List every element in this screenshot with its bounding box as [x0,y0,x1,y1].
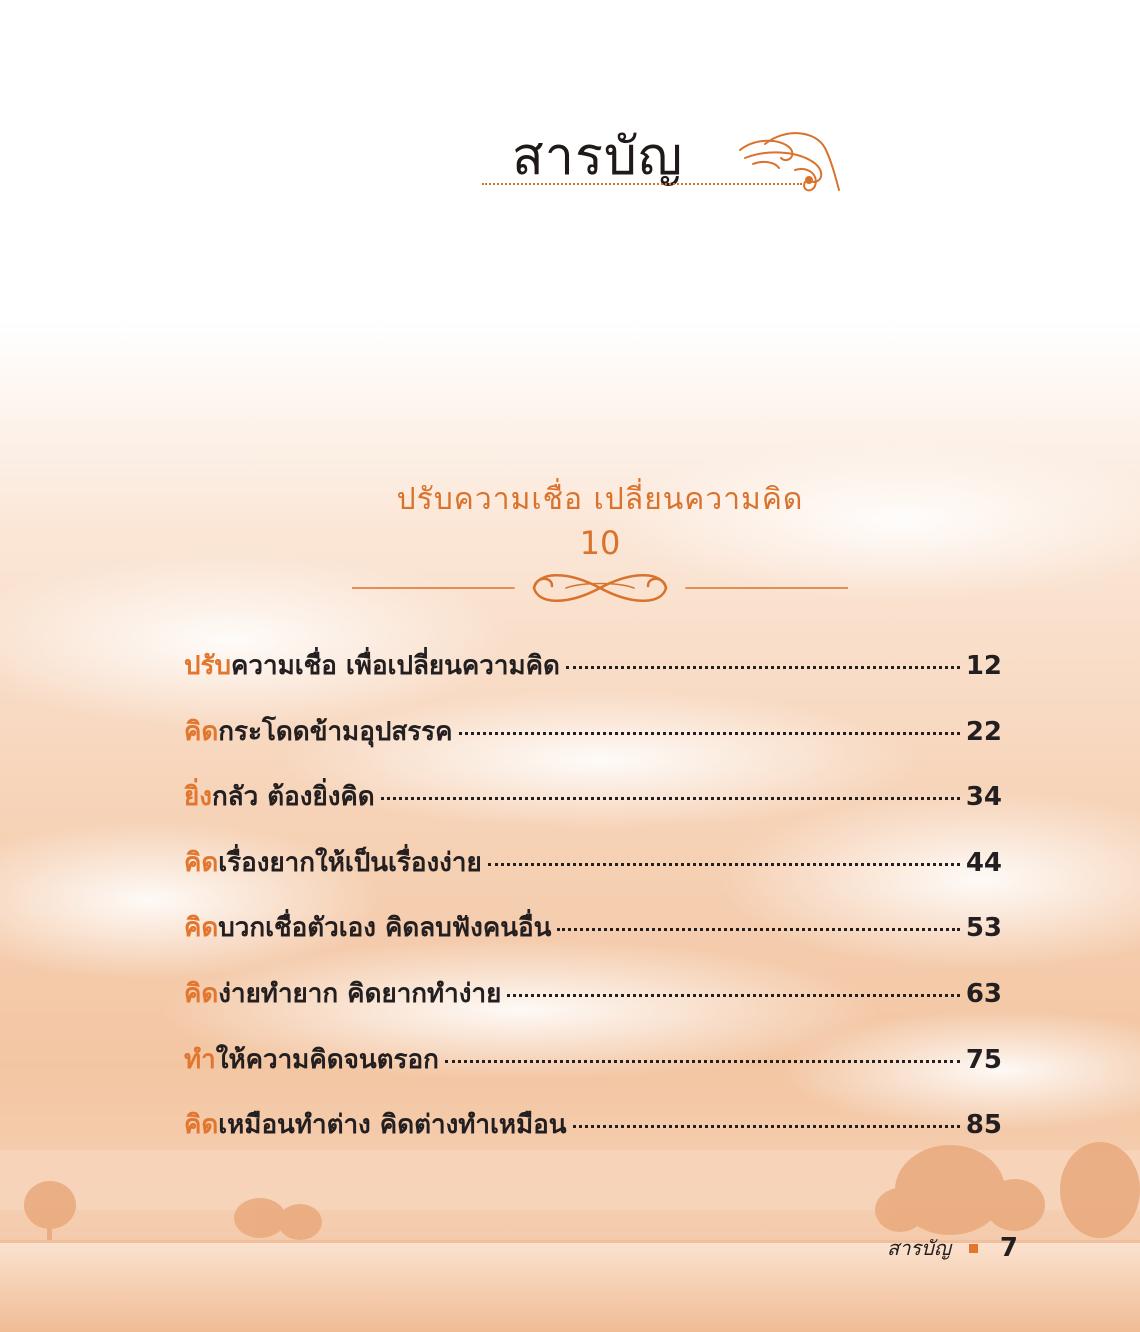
toc-entry-page: 63 [965,978,1002,1009]
toc-entry-page: 44 [965,847,1002,878]
dot-leader [381,797,960,800]
toc-entry-accent-word: คิด [184,913,219,944]
toc-entry-page: 12 [965,651,1002,681]
toc-entry-title: กลัว ต้องยิ่งคิด [211,782,375,813]
toc-entry-accent-word: คิด [184,978,219,1009]
dot-leader [566,666,960,669]
toc-entry[interactable] [184,776,1002,842]
footer-section-label: สารบัญ [886,1236,951,1260]
section-title: ปรับความเชื่อ เปลี่ยนความคิด [396,482,804,517]
dot-leader [445,1060,960,1063]
dot-leader [488,863,960,866]
section-page-number: 10 [579,524,621,562]
toc-entry-title: ความเชื่อ เพื่อเปลี่ยนความคิด [230,651,560,681]
toc-entry-accent-word: ปรับ [184,651,231,681]
dot-leader [573,1125,960,1128]
table-of-contents [184,645,1002,1170]
scroll-divider-icon [352,566,848,614]
toc-entry-title: ให้ความคิดจนตรอก [215,1044,439,1075]
toc-entry-title: เรื่องยากให้เป็นเรื่องง่าย [218,847,482,878]
swirl-flourish-icon [735,120,845,200]
dot-leader [459,732,960,735]
toc-entry-title: เหมือนทำต่าง คิดต่างทำเหมือน [218,1110,567,1141]
page-footer [887,1232,1018,1264]
toc-entry-page: 85 [965,1110,1002,1141]
toc-entry-page: 22 [965,716,1002,747]
dot-leader [557,928,959,931]
toc-entry-title: กระโดดข้ามอุปสรรค [218,716,453,747]
toc-entry[interactable] [184,842,1002,908]
toc-entry-accent-word: ยิ่ง [184,782,212,813]
dot-leader [507,994,960,997]
toc-entry-accent-word: คิด [184,847,219,878]
toc-entry-page: 34 [965,782,1002,813]
toc-entry[interactable] [184,645,1002,711]
toc-entry-accent-word: ทำ [184,1044,216,1075]
toc-entry[interactable] [184,711,1002,777]
toc-entry-accent-word: คิด [184,716,219,747]
page-number: 7 [999,1233,1018,1263]
toc-entry-accent-word: คิด [184,1110,219,1141]
square-bullet-icon [969,1244,978,1253]
toc-entry-title: ง่ายทำยาก คิดยากทำง่าย [218,978,502,1009]
toc-entry-page: 75 [965,1044,1002,1075]
page-header [480,110,850,210]
toc-entry[interactable] [184,907,1002,973]
page-title: สารบัญ [512,127,684,187]
toc-entry-page: 53 [965,913,1002,944]
toc-entry[interactable] [184,1104,1002,1170]
toc-entry[interactable] [184,1039,1002,1105]
toc-entry[interactable] [184,973,1002,1039]
toc-entry-title: บวกเชื่อตัวเอง คิดลบฟังคนอื่น [218,913,552,944]
